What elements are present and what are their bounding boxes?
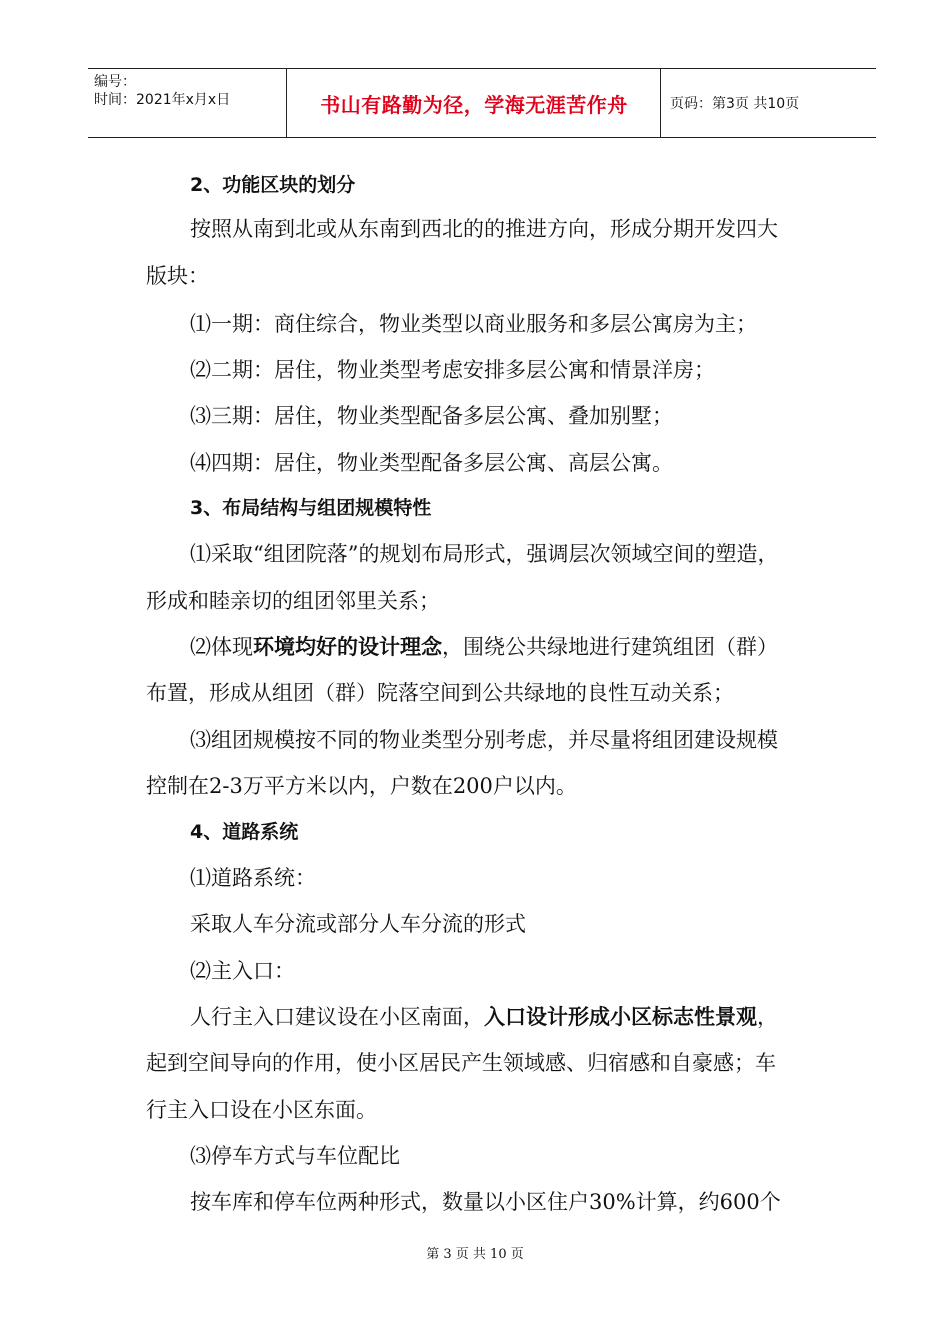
- list-item: ⑵二期：居住，物业类型考虑安排多层公寓和情景洋房；: [190, 358, 715, 382]
- paragraph-line: 控制在2-3万平方米以内，户数在200户以内。: [146, 774, 577, 798]
- paragraph-line: 按车库和停车位两种形式，数量以小区住户30%计算，约600个: [190, 1190, 781, 1214]
- emphasis-text: 入口设计形成小区标志性景观: [484, 1005, 757, 1029]
- text-run: ⑵体现: [190, 635, 253, 659]
- paragraph-line: 采取人车分流或部分人车分流的形式: [190, 912, 526, 936]
- header-page-info: 页码：第3页 共10页: [670, 96, 800, 112]
- header-table: [88, 68, 876, 138]
- paragraph-line: 布置，形成从组团（群）院落空间到公共绿地的良性互动关系；: [146, 681, 734, 705]
- list-item: ⑶停车方式与车位配比: [190, 1144, 400, 1168]
- paragraph-line: 按照从南到北或从东南到西北的的推进方向，形成分期开发四大: [190, 217, 778, 241]
- text-run: ，: [757, 1005, 778, 1029]
- section-4-title: 4、道路系统: [190, 821, 299, 843]
- section-2-title: 2、功能区块的划分: [190, 174, 356, 196]
- emphasis-text: 环境均好的设计理念: [253, 635, 442, 659]
- list-item: ⑴道路系统：: [190, 866, 316, 890]
- number-label: 编号：: [94, 74, 136, 90]
- paragraph-line: [190, 1003, 778, 1031]
- text-run: ，围绕公共绿地进行建筑组团（群）: [442, 635, 778, 659]
- text-run: 人行主入口建议设在小区南面，: [190, 1005, 484, 1029]
- list-item: ⑶组团规模按不同的物业类型分别考虑，并尽量将组团建设规模: [190, 728, 778, 752]
- list-item: ⑶三期：居住，物业类型配备多层公寓、叠加别墅；: [190, 404, 673, 428]
- header-motto: 书山有路勤为径，学海无涯苦作舟: [320, 92, 628, 117]
- date-label: 时间：2021年x月x日: [94, 92, 231, 108]
- header-divider: [660, 69, 661, 137]
- list-item: ⑴采取“组团院落”的规划布局形式，强调层次领域空间的塑造，: [190, 542, 779, 566]
- paragraph-line: 形成和睦亲切的组团邻里关系；: [146, 589, 440, 613]
- header-meta-cell: [88, 69, 286, 137]
- paragraph-line: 行主入口设在小区东面。: [146, 1098, 377, 1122]
- paragraph-line: 起到空间导向的作用，使小区居民产生领域感、归宿感和自豪感；车: [146, 1051, 776, 1075]
- page-footer: 第 3 页 共 10 页: [426, 1247, 524, 1262]
- list-item: ⑵主入口：: [190, 959, 295, 983]
- list-item: ⑷四期：居住，物业类型配备多层公寓、高层公寓。: [190, 451, 673, 475]
- header-divider: [286, 69, 287, 137]
- list-item: ⑴一期：商住综合，物业类型以商业服务和多层公寓房为主；: [190, 312, 757, 336]
- section-3-title: 3、布局结构与组团规模特性: [190, 497, 432, 519]
- list-item: [190, 633, 778, 661]
- paragraph-line: 版块：: [146, 264, 209, 288]
